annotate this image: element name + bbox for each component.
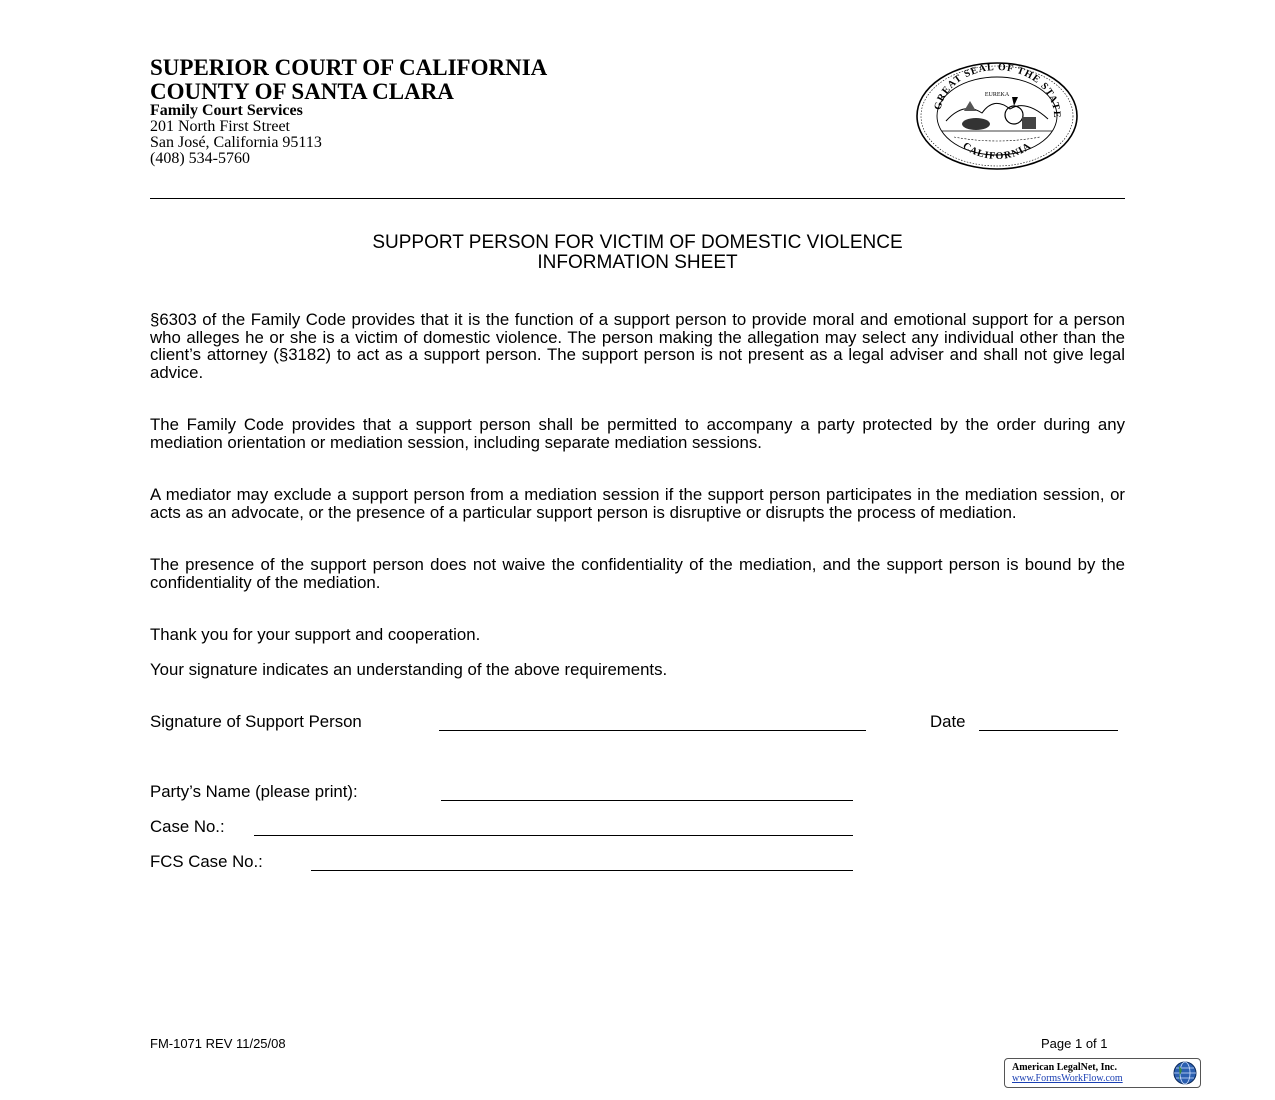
document-subtitle: INFORMATION SHEET: [537, 252, 738, 273]
department-name: Family Court Services: [150, 102, 303, 119]
paragraph-mediator-exclusion: A mediator may exclude a support person from a mediation session if the support person participates in the mediation session, or acts as an advocate, or the presence of a particular support person is disruptive or disrupts the process of mediation.: [150, 485, 1125, 522]
thank-you-text: Thank you for your support and cooperation.: [150, 625, 481, 644]
court-name: SUPERIOR COURT OF CALIFORNIA: [150, 55, 548, 80]
street-address: 201 North First Street: [150, 118, 290, 135]
seal-top-text: GREAT SEAL OF THE STATE: [932, 61, 1063, 119]
paragraph-function-of-support-person: §6303 of the Family Code provides that it is the function of a support person to provide moral and emotional support for a person who alleges he or she is a victim of domestic violence. The person making the allegation may select any individual other than the client’s attorney (§3182) to act as a support person. The support person is not present as a legal adviser and shall not give legal advice.: [150, 310, 1125, 382]
publisher-badge[interactable]: [1004, 1058, 1201, 1088]
date-label: Date: [930, 712, 966, 731]
header-divider: [150, 198, 1125, 199]
date-field[interactable]: [979, 715, 1118, 731]
party-name-label: Party’s Name (please print):: [150, 782, 358, 801]
document-title: SUPPORT PERSON FOR VICTIM OF DOMESTIC VIOLENCE: [372, 232, 903, 253]
form-id: FM-1071 REV 11/25/08: [150, 1036, 286, 1051]
fcs-case-no-field[interactable]: [311, 855, 853, 871]
case-no-field[interactable]: [254, 820, 853, 836]
signature-label: Signature of Support Person: [150, 712, 362, 731]
signature-note: Your signature indicates an understanding of the above requirements.: [150, 660, 668, 679]
paragraph-confidentiality: The presence of the support person does not waive the confidentiality of the mediation, and the support person is bound by the confidentiality of the mediation.: [150, 555, 1125, 592]
seal-motto: EUREKA: [984, 92, 1010, 98]
phone-number: (408) 534-5760: [150, 150, 250, 167]
case-no-label: Case No.:: [150, 817, 225, 836]
city-state-zip: San José, California 95113: [150, 134, 322, 151]
signature-field[interactable]: [439, 715, 866, 731]
seal-bottom-text: CALIFORNIA: [960, 140, 1034, 163]
party-name-field[interactable]: [441, 785, 853, 801]
fcs-case-no-label: FCS Case No.:: [150, 852, 263, 871]
publisher-link[interactable]: www.FormsWorkFlow.com: [1012, 1073, 1123, 1084]
page-number: Page 1 of 1: [1041, 1036, 1108, 1051]
publisher-name: American LegalNet, Inc.: [1012, 1062, 1117, 1073]
california-state-seal-icon: [914, 61, 1080, 171]
county-name: COUNTY OF SANTA CLARA: [150, 79, 454, 104]
globe-icon: [1172, 1060, 1198, 1086]
paragraph-accompany-party: The Family Code provides that a support person shall be permitted to accompany a party protected by the order during any mediation orientation or mediation session, including separate mediation sessions.: [150, 415, 1125, 452]
